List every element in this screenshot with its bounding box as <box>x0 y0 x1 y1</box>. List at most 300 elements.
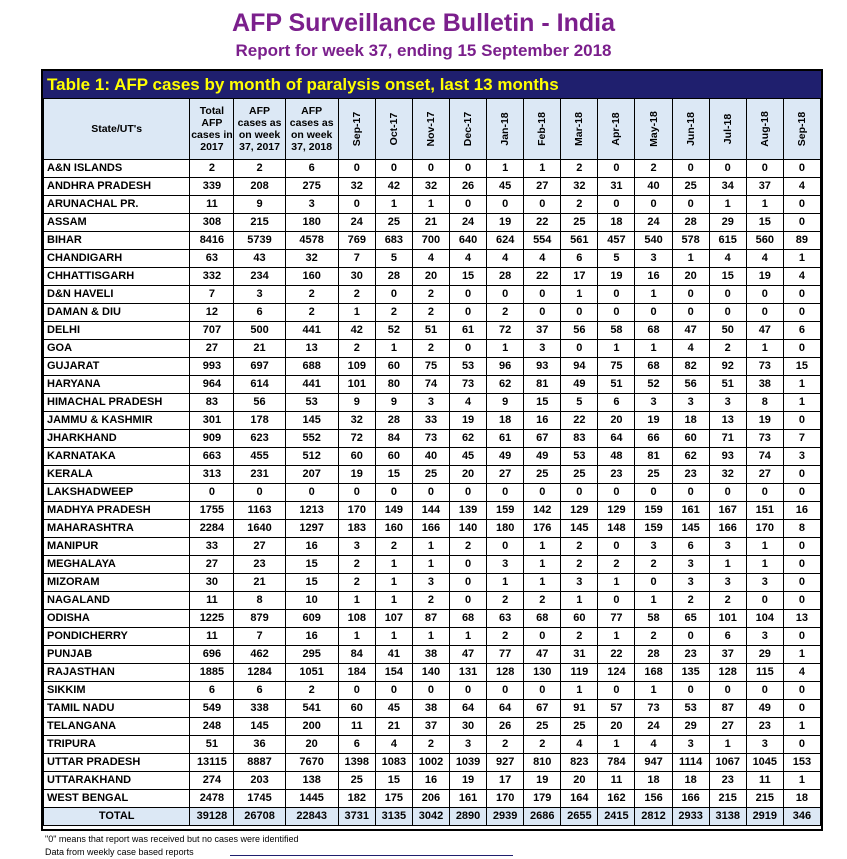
value-cell: 138 <box>285 772 338 790</box>
value-cell: 18 <box>672 412 709 430</box>
value-cell: 0 <box>783 736 820 754</box>
column-header-label: May-18 <box>647 111 660 147</box>
value-cell: 3 <box>672 736 709 754</box>
value-cell: 64 <box>598 430 635 448</box>
value-cell: 1 <box>338 304 375 322</box>
table-row <box>44 358 821 376</box>
value-cell: 16 <box>524 412 561 430</box>
value-cell: 11 <box>598 772 635 790</box>
value-cell: 0 <box>412 160 449 178</box>
value-cell: 23 <box>746 718 783 736</box>
value-cell: 104 <box>746 610 783 628</box>
value-cell: 1083 <box>375 754 412 772</box>
column-header <box>412 99 449 160</box>
value-cell: 22 <box>524 268 561 286</box>
value-cell: 23 <box>598 466 635 484</box>
value-cell: 27 <box>524 178 561 196</box>
state-name-cell: DELHI <box>44 322 190 340</box>
value-cell: 1 <box>524 538 561 556</box>
column-header <box>598 99 635 160</box>
value-cell: 45 <box>450 448 487 466</box>
value-cell: 0 <box>709 160 746 178</box>
total-value-cell: 26708 <box>234 808 285 826</box>
value-cell: 34 <box>709 178 746 196</box>
value-cell: 83 <box>190 394 234 412</box>
value-cell: 10 <box>285 592 338 610</box>
value-cell: 22 <box>524 214 561 232</box>
value-cell: 2 <box>487 592 524 610</box>
value-cell: 1114 <box>672 754 709 772</box>
value-cell: 457 <box>598 232 635 250</box>
value-cell: 4 <box>450 394 487 412</box>
value-cell: 107 <box>375 610 412 628</box>
value-cell: 0 <box>234 484 285 502</box>
value-cell: 0 <box>190 484 234 502</box>
value-cell: 248 <box>190 718 234 736</box>
value-cell: 0 <box>783 196 820 214</box>
value-cell: 1 <box>487 574 524 592</box>
value-cell: 37 <box>746 178 783 196</box>
column-header-label: Oct-17 <box>387 112 400 146</box>
value-cell: 93 <box>709 448 746 466</box>
value-cell: 168 <box>635 664 672 682</box>
value-cell: 170 <box>746 520 783 538</box>
value-cell: 145 <box>672 520 709 538</box>
value-cell: 20 <box>561 772 598 790</box>
value-cell: 3 <box>746 736 783 754</box>
value-cell: 7 <box>190 286 234 304</box>
column-header-label: Mar-18 <box>573 112 586 146</box>
value-cell: 56 <box>561 322 598 340</box>
value-cell: 215 <box>709 790 746 808</box>
value-cell: 2 <box>285 682 338 700</box>
value-cell: 159 <box>635 502 672 520</box>
state-name-cell: JHARKHAND <box>44 430 190 448</box>
value-cell: 1 <box>598 574 635 592</box>
value-cell: 879 <box>234 610 285 628</box>
value-cell: 4 <box>783 268 820 286</box>
value-cell: 145 <box>285 412 338 430</box>
value-cell: 18 <box>487 412 524 430</box>
value-cell: 1039 <box>450 754 487 772</box>
value-cell: 25 <box>561 718 598 736</box>
value-cell: 4 <box>375 736 412 754</box>
value-cell: 19 <box>450 772 487 790</box>
value-cell: 28 <box>672 214 709 232</box>
value-cell: 2 <box>709 592 746 610</box>
value-cell: 578 <box>672 232 709 250</box>
value-cell: 500 <box>234 322 285 340</box>
value-cell: 25 <box>338 772 375 790</box>
value-cell: 3 <box>285 196 338 214</box>
table-row <box>44 520 821 538</box>
value-cell: 8 <box>746 394 783 412</box>
value-cell: 142 <box>524 502 561 520</box>
value-cell: 2 <box>672 592 709 610</box>
value-cell: 560 <box>746 232 783 250</box>
value-cell: 73 <box>412 430 449 448</box>
value-cell: 1 <box>412 196 449 214</box>
value-cell: 61 <box>487 430 524 448</box>
value-cell: 441 <box>285 376 338 394</box>
state-name-cell: JAMMU & KASHMIR <box>44 412 190 430</box>
total-label-cell: TOTAL <box>44 808 190 826</box>
value-cell: 164 <box>561 790 598 808</box>
value-cell: 0 <box>338 160 375 178</box>
value-cell: 60 <box>561 610 598 628</box>
value-cell: 2 <box>487 736 524 754</box>
value-cell: 77 <box>598 610 635 628</box>
value-cell: 166 <box>412 520 449 538</box>
value-cell: 0 <box>412 484 449 502</box>
value-cell: 166 <box>672 790 709 808</box>
value-cell: 9 <box>487 394 524 412</box>
column-header-label: Nov-17 <box>424 111 437 147</box>
value-cell: 0 <box>783 214 820 232</box>
total-value-cell: 39128 <box>190 808 234 826</box>
value-cell: 180 <box>487 520 524 538</box>
value-cell: 0 <box>635 574 672 592</box>
value-cell: 6 <box>598 394 635 412</box>
value-cell: 83 <box>561 430 598 448</box>
value-cell: 0 <box>524 304 561 322</box>
value-cell: 688 <box>285 358 338 376</box>
value-cell: 700 <box>412 232 449 250</box>
total-value-cell: 22843 <box>285 808 338 826</box>
value-cell: 71 <box>709 430 746 448</box>
value-cell: 0 <box>709 484 746 502</box>
value-cell: 993 <box>190 358 234 376</box>
value-cell: 1 <box>635 592 672 610</box>
value-cell: 82 <box>672 358 709 376</box>
value-cell: 308 <box>190 214 234 232</box>
value-cell: 60 <box>375 358 412 376</box>
value-cell: 769 <box>338 232 375 250</box>
value-cell: 0 <box>524 196 561 214</box>
value-cell: 1 <box>375 592 412 610</box>
value-cell: 11 <box>190 628 234 646</box>
value-cell: 19 <box>338 466 375 484</box>
state-name-cell: GOA <box>44 340 190 358</box>
value-cell: 0 <box>524 286 561 304</box>
state-name-cell: A&N ISLANDS <box>44 160 190 178</box>
divider-line <box>230 855 513 856</box>
state-name-cell: KARNATAKA <box>44 448 190 466</box>
value-cell: 60 <box>338 700 375 718</box>
value-cell: 1 <box>412 556 449 574</box>
state-name-cell: ANDHRA PRADESH <box>44 178 190 196</box>
value-cell: 784 <box>598 754 635 772</box>
value-cell: 41 <box>375 646 412 664</box>
value-cell: 96 <box>487 358 524 376</box>
value-cell: 175 <box>375 790 412 808</box>
value-cell: 0 <box>487 286 524 304</box>
state-name-cell: UTTARAKHAND <box>44 772 190 790</box>
value-cell: 6 <box>285 160 338 178</box>
value-cell: 37 <box>709 646 746 664</box>
value-cell: 51 <box>709 376 746 394</box>
value-cell: 131 <box>450 664 487 682</box>
value-cell: 8887 <box>234 754 285 772</box>
value-cell: 2 <box>285 286 338 304</box>
value-cell: 1885 <box>190 664 234 682</box>
value-cell: 6 <box>338 736 375 754</box>
value-cell: 1 <box>338 628 375 646</box>
value-cell: 0 <box>783 412 820 430</box>
column-header <box>375 99 412 160</box>
value-cell: 4 <box>524 250 561 268</box>
column-header <box>524 99 561 160</box>
value-cell: 0 <box>450 574 487 592</box>
table-row <box>44 664 821 682</box>
value-cell: 3 <box>709 574 746 592</box>
value-cell: 275 <box>285 178 338 196</box>
value-cell: 2 <box>450 538 487 556</box>
value-cell: 0 <box>375 682 412 700</box>
value-cell: 1 <box>598 340 635 358</box>
value-cell: 19 <box>635 412 672 430</box>
value-cell: 2478 <box>190 790 234 808</box>
table-row <box>44 340 821 358</box>
value-cell: 0 <box>598 286 635 304</box>
value-cell: 1 <box>783 772 820 790</box>
value-cell: 4 <box>561 736 598 754</box>
value-cell: 0 <box>672 304 709 322</box>
value-cell: 0 <box>598 196 635 214</box>
total-value-cell: 3042 <box>412 808 449 826</box>
value-cell: 32 <box>338 412 375 430</box>
value-cell: 28 <box>635 646 672 664</box>
value-cell: 154 <box>375 664 412 682</box>
value-cell: 16 <box>412 772 449 790</box>
value-cell: 68 <box>450 610 487 628</box>
value-cell: 3 <box>635 250 672 268</box>
value-cell: 67 <box>524 700 561 718</box>
value-cell: 0 <box>746 160 783 178</box>
value-cell: 6 <box>234 682 285 700</box>
value-cell: 1213 <box>285 502 338 520</box>
value-cell: 13 <box>709 412 746 430</box>
value-cell: 2 <box>635 628 672 646</box>
value-cell: 26 <box>487 718 524 736</box>
value-cell: 3 <box>234 286 285 304</box>
value-cell: 2 <box>561 628 598 646</box>
value-cell: 161 <box>450 790 487 808</box>
value-cell: 0 <box>524 628 561 646</box>
value-cell: 0 <box>375 160 412 178</box>
table-row <box>44 736 821 754</box>
value-cell: 0 <box>746 682 783 700</box>
total-value-cell: 2933 <box>672 808 709 826</box>
value-cell: 50 <box>709 322 746 340</box>
value-cell: 0 <box>375 286 412 304</box>
value-cell: 23 <box>672 466 709 484</box>
column-header-label: Apr-18 <box>610 112 623 146</box>
value-cell: 1 <box>635 340 672 358</box>
table-row <box>44 430 821 448</box>
value-cell: 3 <box>635 538 672 556</box>
value-cell: 0 <box>487 682 524 700</box>
value-cell: 58 <box>635 610 672 628</box>
value-cell: 0 <box>338 682 375 700</box>
value-cell: 60 <box>375 448 412 466</box>
total-value-cell: 2655 <box>561 808 598 826</box>
value-cell: 45 <box>375 700 412 718</box>
value-cell: 0 <box>561 340 598 358</box>
value-cell: 13 <box>783 610 820 628</box>
value-cell: 1051 <box>285 664 338 682</box>
value-cell: 66 <box>635 430 672 448</box>
value-cell: 0 <box>598 484 635 502</box>
value-cell: 25 <box>524 466 561 484</box>
value-cell: 810 <box>524 754 561 772</box>
table-row <box>44 700 821 718</box>
value-cell: 33 <box>190 538 234 556</box>
value-cell: 16 <box>285 628 338 646</box>
state-name-cell: BIHAR <box>44 232 190 250</box>
footnote-data-source: Data from weekly case based reports <box>45 847 194 857</box>
value-cell: 0 <box>561 304 598 322</box>
value-cell: 1284 <box>234 664 285 682</box>
value-cell: 61 <box>450 322 487 340</box>
column-header-label: Sep-17 <box>350 111 363 147</box>
value-cell: 72 <box>487 322 524 340</box>
table-footer <box>44 808 821 826</box>
value-cell: 139 <box>450 502 487 520</box>
value-cell: 549 <box>190 700 234 718</box>
value-cell: 1445 <box>285 790 338 808</box>
table-row <box>44 610 821 628</box>
value-cell: 1 <box>672 250 709 268</box>
value-cell: 696 <box>190 646 234 664</box>
value-cell: 927 <box>487 754 524 772</box>
table-row <box>44 502 821 520</box>
value-cell: 153 <box>783 754 820 772</box>
column-header <box>783 99 820 160</box>
value-cell: 156 <box>635 790 672 808</box>
value-cell: 2 <box>487 628 524 646</box>
value-cell: 159 <box>487 502 524 520</box>
value-cell: 0 <box>783 304 820 322</box>
table-row <box>44 538 821 556</box>
value-cell: 32 <box>709 466 746 484</box>
value-cell: 0 <box>672 484 709 502</box>
value-cell: 73 <box>746 430 783 448</box>
value-cell: 15 <box>450 268 487 286</box>
value-cell: 4 <box>672 340 709 358</box>
value-cell: 2 <box>412 592 449 610</box>
value-cell: 49 <box>524 448 561 466</box>
value-cell: 0 <box>783 286 820 304</box>
value-cell: 166 <box>709 520 746 538</box>
value-cell: 81 <box>635 448 672 466</box>
value-cell: 332 <box>190 268 234 286</box>
value-cell: 1 <box>412 628 449 646</box>
value-cell: 1 <box>783 250 820 268</box>
value-cell: 2 <box>635 556 672 574</box>
value-cell: 159 <box>635 520 672 538</box>
value-cell: 3 <box>487 556 524 574</box>
value-cell: 25 <box>412 466 449 484</box>
value-cell: 1 <box>746 340 783 358</box>
value-cell: 1002 <box>412 754 449 772</box>
value-cell: 301 <box>190 412 234 430</box>
value-cell: 624 <box>487 232 524 250</box>
value-cell: 74 <box>412 376 449 394</box>
value-cell: 49 <box>561 376 598 394</box>
value-cell: 338 <box>234 700 285 718</box>
value-cell: 31 <box>561 646 598 664</box>
value-cell: 3 <box>783 448 820 466</box>
value-cell: 47 <box>746 322 783 340</box>
value-cell: 18 <box>672 772 709 790</box>
value-cell: 20 <box>598 412 635 430</box>
value-cell: 0 <box>450 286 487 304</box>
column-header <box>746 99 783 160</box>
value-cell: 697 <box>234 358 285 376</box>
state-name-cell: KERALA <box>44 466 190 484</box>
value-cell: 23 <box>709 772 746 790</box>
value-cell: 25 <box>561 214 598 232</box>
value-cell: 128 <box>487 664 524 682</box>
value-cell: 87 <box>412 610 449 628</box>
table-row <box>44 556 821 574</box>
value-cell: 40 <box>412 448 449 466</box>
value-cell: 42 <box>375 178 412 196</box>
total-value-cell: 2415 <box>598 808 635 826</box>
value-cell: 13 <box>285 340 338 358</box>
state-name-cell: ASSAM <box>44 214 190 232</box>
value-cell: 25 <box>561 466 598 484</box>
value-cell: 15 <box>285 556 338 574</box>
value-cell: 48 <box>598 448 635 466</box>
value-cell: 18 <box>635 772 672 790</box>
value-cell: 541 <box>285 700 338 718</box>
table-row <box>44 178 821 196</box>
value-cell: 6 <box>709 628 746 646</box>
value-cell: 77 <box>487 646 524 664</box>
value-cell: 15 <box>375 772 412 790</box>
value-cell: 56 <box>234 394 285 412</box>
value-cell: 31 <box>598 178 635 196</box>
value-cell: 441 <box>285 322 338 340</box>
value-cell: 2 <box>412 286 449 304</box>
value-cell: 552 <box>285 430 338 448</box>
table-row <box>44 574 821 592</box>
table-header <box>44 99 821 160</box>
state-name-cell: CHHATTISGARH <box>44 268 190 286</box>
value-cell: 455 <box>234 448 285 466</box>
value-cell: 8 <box>783 520 820 538</box>
value-cell: 60 <box>338 448 375 466</box>
value-cell: 1 <box>598 628 635 646</box>
value-cell: 80 <box>375 376 412 394</box>
value-cell: 15 <box>783 358 820 376</box>
table-row <box>44 718 821 736</box>
value-cell: 130 <box>524 664 561 682</box>
value-cell: 161 <box>672 502 709 520</box>
value-cell: 73 <box>635 700 672 718</box>
table-row <box>44 268 821 286</box>
value-cell: 129 <box>561 502 598 520</box>
value-cell: 7670 <box>285 754 338 772</box>
value-cell: 2 <box>338 340 375 358</box>
value-cell: 1 <box>561 592 598 610</box>
value-cell: 148 <box>598 520 635 538</box>
state-name-cell: HIMACHAL PRADESH <box>44 394 190 412</box>
value-cell: 30 <box>450 718 487 736</box>
value-cell: 0 <box>709 286 746 304</box>
